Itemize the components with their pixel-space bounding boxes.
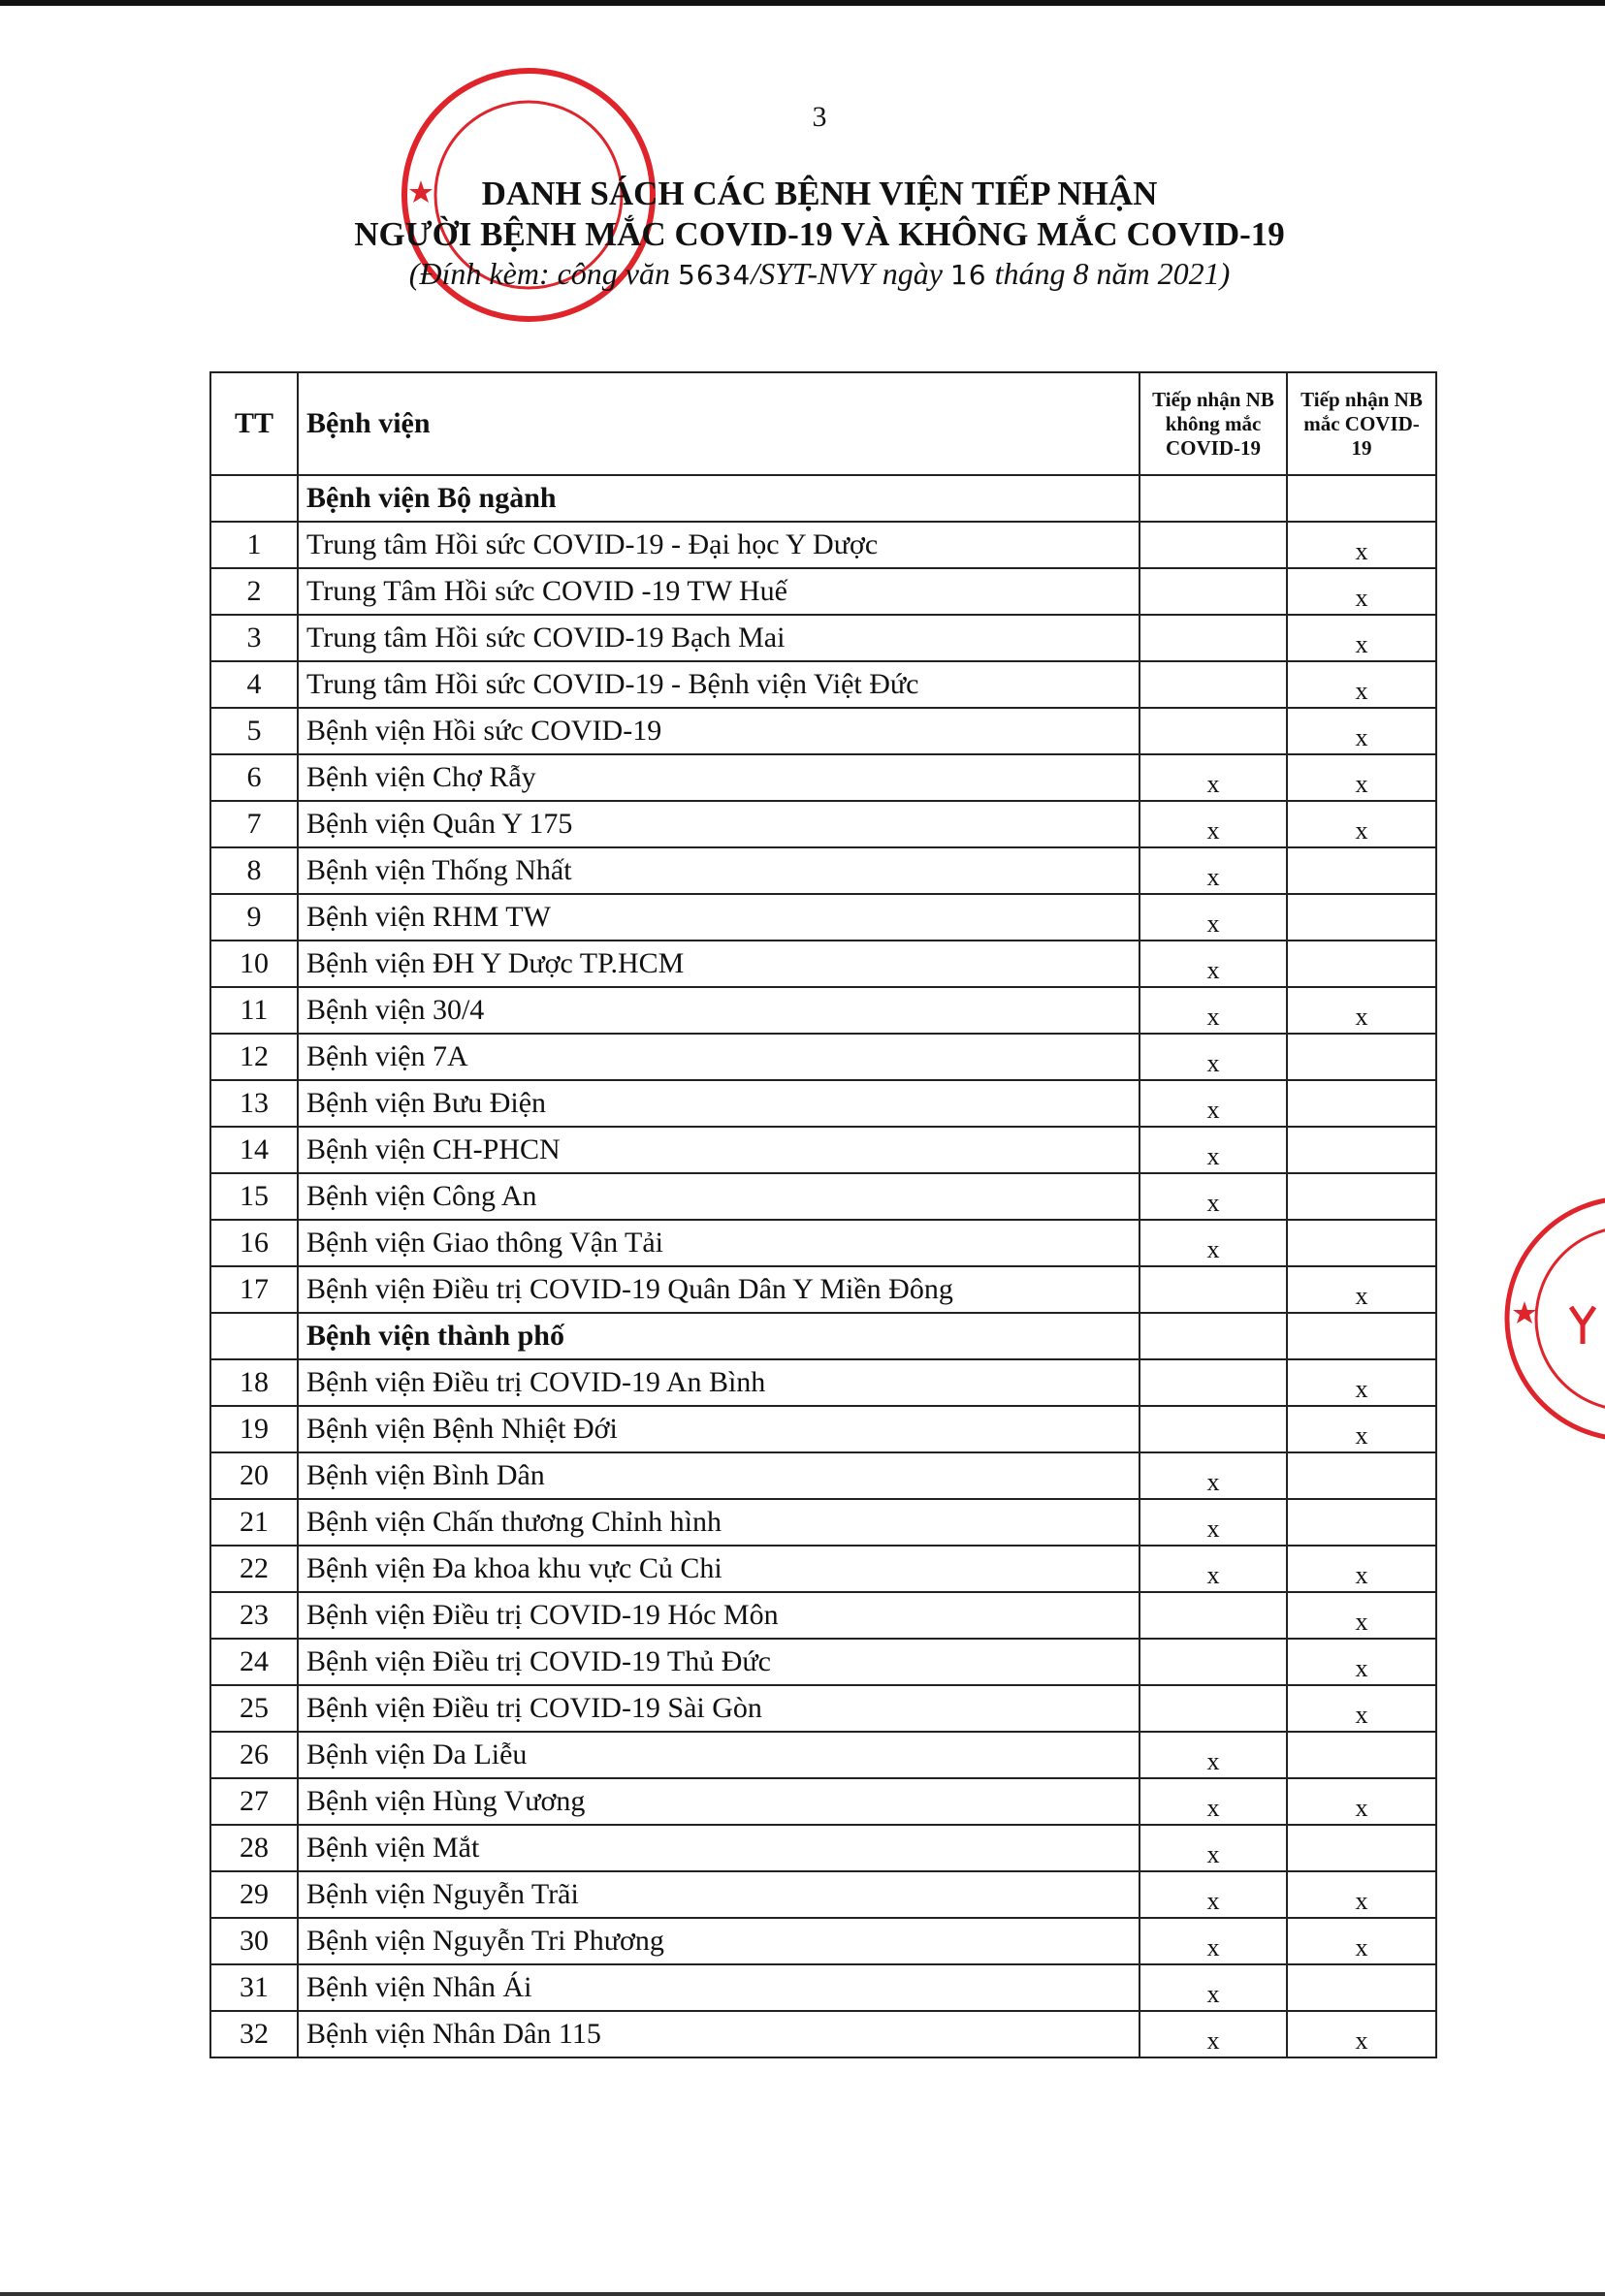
covid-cell [1287,754,1436,801]
non-covid-cell [1140,801,1287,847]
covid-cell [1287,1732,1436,1778]
hospital-name: Bệnh viện Giao thông Vận Tải [298,1220,1140,1266]
non-covid-cell [1140,1964,1287,2011]
group-non-covid-cell [1140,1313,1287,1359]
subtitle-suffix: tháng 8 năm 2021) [986,256,1231,291]
check-mark: x [1355,1701,1368,1729]
hospital-name: Bệnh viện 7A [298,1034,1140,1080]
covid-cell [1287,661,1436,708]
group-name: Bệnh viện thành phố [298,1313,1140,1359]
table-row [210,1034,1436,1080]
hospital-name: Bệnh viện RHM TW [298,894,1140,941]
row-number: 15 [210,1173,298,1220]
non-covid-cell [1140,1685,1287,1732]
table-row [210,1592,1436,1639]
hospital-name: Bệnh viện Nhân Ái [298,1964,1140,2011]
header-covid: Tiếp nhận NB mắc COVID-19 [1287,372,1436,475]
hospital-name: Bệnh viện Nhân Dân 115 [298,2011,1140,2057]
check-mark: x [1206,1980,1220,2008]
non-covid-cell [1140,708,1287,754]
row-number: 17 [210,1266,298,1313]
covid-cell [1287,1685,1436,1732]
scan-bottom-border [0,2292,1605,2296]
hospital-name: Bệnh viện Đa khoa khu vực Củ Chi [298,1546,1140,1592]
row-number: 21 [210,1499,298,1546]
hospital-name: Bệnh viện Hùng Vương [298,1778,1140,1825]
check-mark: x [1206,816,1220,845]
row-number: 29 [210,1871,298,1918]
hospital-name: Bệnh viện Điều trị COVID-19 Sài Gòn [298,1685,1140,1732]
table-row [210,1452,1436,1499]
non-covid-cell [1140,1732,1287,1778]
group-name: Bệnh viện Bộ ngành [298,475,1140,522]
check-mark: x [1206,1933,1220,1961]
non-covid-cell [1140,1359,1287,1406]
check-mark: x [1206,1049,1220,1077]
table-row [210,847,1436,894]
hospital-name: Bệnh viện Quân Y 175 [298,801,1140,847]
hospital-name: Bệnh viện Điều trị COVID-19 Hóc Môn [298,1592,1140,1639]
non-covid-cell [1140,1034,1287,1080]
check-mark: x [1206,1515,1220,1543]
check-mark: x [1355,537,1368,565]
non-covid-cell [1140,661,1287,708]
group-covid-cell [1287,475,1436,522]
row-number: 5 [210,708,298,754]
covid-cell [1287,1964,1436,2011]
seal-star-icon [1513,1301,1536,1323]
group-non-covid-cell [1140,475,1287,522]
row-number: 10 [210,941,298,987]
row-number: 9 [210,894,298,941]
covid-cell [1287,987,1436,1034]
table-row [210,1080,1436,1127]
table-row [210,1266,1436,1313]
row-number: 8 [210,847,298,894]
signature-seal-stamp [1501,1193,1605,1445]
covid-cell [1287,1220,1436,1266]
covid-cell [1287,1546,1436,1592]
non-covid-cell [1140,1592,1287,1639]
non-covid-cell [1140,1639,1287,1685]
check-mark: x [1355,1794,1368,1822]
row-number: 14 [210,1127,298,1173]
covid-cell [1287,1080,1436,1127]
non-covid-cell [1140,894,1287,941]
check-mark: x [1206,1142,1220,1170]
hospital-name: Bệnh viện Điều trị COVID-19 An Bình [298,1359,1140,1406]
table-row [210,1127,1436,1173]
group-header-row [210,475,1436,522]
check-mark: x [1206,863,1220,891]
hospital-name: Bệnh viện Nguyễn Tri Phương [298,1918,1140,1964]
header-non-covid: Tiếp nhận NB không mắc COVID-19 [1140,372,1287,475]
row-number: 27 [210,1778,298,1825]
hospital-name: Bệnh viện Bưu Điện [298,1080,1140,1127]
hospital-name: Trung tâm Hồi sức COVID-19 - Đại học Y Dược [298,522,1140,568]
hospital-table [209,371,1437,2058]
hospital-name: Bệnh viện ĐH Y Dược TP.HCM [298,941,1140,987]
row-number: 4 [210,661,298,708]
non-covid-cell [1140,1173,1287,1220]
check-mark: x [1355,584,1368,612]
check-mark: x [1355,1421,1368,1450]
row-number: 2 [210,568,298,615]
table-row [210,801,1436,847]
row-number: 11 [210,987,298,1034]
covid-cell [1287,615,1436,661]
non-covid-cell [1140,847,1287,894]
table-row [210,568,1436,615]
page-number: 3 [812,101,827,133]
non-covid-cell [1140,1778,1287,1825]
document-title-line-1: DANH SÁCH CÁC BỆNH VIỆN TIẾP NHẬN [481,175,1158,212]
non-covid-cell [1140,1127,1287,1173]
covid-cell [1287,1034,1436,1080]
covid-cell [1287,941,1436,987]
check-mark: x [1206,770,1220,798]
non-covid-cell [1140,941,1287,987]
covid-cell [1287,1639,1436,1685]
table-row [210,708,1436,754]
check-mark: x [1206,1794,1220,1822]
table-header-row [210,372,1436,475]
check-mark: x [1355,1608,1368,1636]
hospital-name: Trung tâm Hồi sức COVID-19 - Bệnh viện Việt Đức [298,661,1140,708]
check-mark: x [1206,1096,1220,1124]
row-number: 25 [210,1685,298,1732]
covid-cell [1287,1173,1436,1220]
check-mark: x [1355,1003,1368,1031]
table-row [210,615,1436,661]
hospital-name: Bệnh viện Bệnh Nhiệt Đới [298,1406,1140,1452]
covid-cell [1287,1127,1436,1173]
covid-cell [1287,1592,1436,1639]
subtitle-mid: /SYT-NVY ngày [751,256,950,291]
check-mark: x [1355,1933,1368,1961]
row-number: 30 [210,1918,298,1964]
hospital-name: Trung Tâm Hồi sức COVID -19 TW Huế [298,568,1140,615]
table-row [210,1639,1436,1685]
check-mark: x [1355,770,1368,798]
non-covid-cell [1140,522,1287,568]
row-number: 7 [210,801,298,847]
covid-cell [1287,847,1436,894]
non-covid-cell [1140,1266,1287,1313]
hospital-name: Bệnh viện Điều trị COVID-19 Thủ Đức [298,1639,1140,1685]
document-subtitle [0,256,1605,292]
table-row [210,1406,1436,1452]
covid-cell [1287,1871,1436,1918]
hospital-name: Bệnh viện Chợ Rẫy [298,754,1140,801]
table-row [210,661,1436,708]
scan-top-border [0,0,1605,6]
table-row [210,1964,1436,2011]
row-number: 16 [210,1220,298,1266]
row-number: 28 [210,1825,298,1871]
row-number: 26 [210,1732,298,1778]
check-mark: x [1355,1282,1368,1310]
table-row [210,1173,1436,1220]
row-number: 31 [210,1964,298,2011]
check-mark: x [1206,1003,1220,1031]
check-mark: x [1206,1235,1220,1263]
hospital-name: Bệnh viện Mắt [298,1825,1140,1871]
check-mark: x [1355,723,1368,751]
hospital-name: Bệnh viện Da Liễu [298,1732,1140,1778]
covid-cell [1287,894,1436,941]
covid-cell [1287,708,1436,754]
check-mark: x [1355,816,1368,845]
covid-cell [1287,1452,1436,1499]
handwritten-day: 16 [949,259,987,291]
table-row [210,1359,1436,1406]
table-row [210,1825,1436,1871]
table-row [210,1220,1436,1266]
non-covid-cell [1140,1918,1287,1964]
check-mark: x [1206,1189,1220,1217]
check-mark: x [1206,956,1220,984]
covid-cell [1287,1825,1436,1871]
hospital-name: Bệnh viện Hồi sức COVID-19 [298,708,1140,754]
hospital-name: Bệnh viện 30/4 [298,987,1140,1034]
hospital-name: Bệnh viện Thống Nhất [298,847,1140,894]
check-mark: x [1206,1561,1220,1589]
covid-cell [1287,1359,1436,1406]
non-covid-cell [1140,754,1287,801]
table-row [210,1732,1436,1778]
non-covid-cell [1140,1080,1287,1127]
covid-cell [1287,1406,1436,1452]
group-header-row [210,1313,1436,1359]
check-mark: x [1206,2026,1220,2055]
non-covid-cell [1140,1499,1287,1546]
row-number: 20 [210,1452,298,1499]
non-covid-cell [1140,1406,1287,1452]
row-number: 3 [210,615,298,661]
row-number: 13 [210,1080,298,1127]
table-row [210,1918,1436,1964]
check-mark: x [1355,1561,1368,1589]
table-row [210,1499,1436,1546]
check-mark: x [1206,909,1220,938]
table-row [210,1778,1436,1825]
table-row [210,754,1436,801]
hospital-name: Bệnh viện Bình Dân [298,1452,1140,1499]
covid-cell [1287,801,1436,847]
hospital-name: Bệnh viện Chấn thương Chỉnh hình [298,1499,1140,1546]
row-number: 12 [210,1034,298,1080]
handwritten-doc-number: 5634 [678,259,752,291]
row-number: 23 [210,1592,298,1639]
check-mark: x [1206,1887,1220,1915]
non-covid-cell [1140,2011,1287,2057]
row-number: 32 [210,2011,298,2057]
table-row [210,522,1436,568]
table-row [210,941,1436,987]
table-row [210,2011,1436,2057]
row-number: 22 [210,1546,298,1592]
check-mark: x [1355,1375,1368,1403]
hospital-name: Bệnh viện Điều trị COVID-19 Quân Dân Y Miền Đông [298,1266,1140,1313]
hospital-name: Bệnh viện Công An [298,1173,1140,1220]
covid-cell [1287,1266,1436,1313]
header-hospital: Bệnh viện [298,372,1140,475]
group-tt-cell [210,475,298,522]
row-number: 19 [210,1406,298,1452]
non-covid-cell [1140,568,1287,615]
subtitle-prefix: (Đính kèm: công văn [408,256,678,291]
covid-cell [1287,2011,1436,2057]
hospital-name: Bệnh viện CH-PHCN [298,1127,1140,1173]
row-number: 1 [210,522,298,568]
document-title-line-2: NGƯỜI BỆNH MẮC COVID-19 VÀ KHÔNG MẮC COVID-19 [354,215,1285,253]
covid-cell [1287,568,1436,615]
check-mark: x [1355,677,1368,705]
covid-cell [1287,522,1436,568]
table-row [210,1871,1436,1918]
non-covid-cell [1140,1871,1287,1918]
group-tt-cell [210,1313,298,1359]
group-covid-cell [1287,1313,1436,1359]
hospital-name: Trung tâm Hồi sức COVID-19 Bạch Mai [298,615,1140,661]
row-number: 6 [210,754,298,801]
row-number: 24 [210,1639,298,1685]
non-covid-cell [1140,1220,1287,1266]
check-mark: x [1355,2026,1368,2055]
check-mark: x [1206,1840,1220,1868]
non-covid-cell [1140,1452,1287,1499]
header-tt: TT [210,372,298,475]
table-row [210,1685,1436,1732]
table-row [210,987,1436,1034]
check-mark: x [1355,1887,1368,1915]
covid-cell [1287,1499,1436,1546]
check-mark: x [1206,1468,1220,1496]
non-covid-cell [1140,1825,1287,1871]
table-row [210,1546,1436,1592]
check-mark: x [1355,630,1368,658]
non-covid-cell [1140,615,1287,661]
seal-mark-icon [1571,1307,1594,1344]
covid-cell [1287,1778,1436,1825]
check-mark: x [1355,1654,1368,1682]
non-covid-cell [1140,1546,1287,1592]
hospital-name: Bệnh viện Nguyễn Trãi [298,1871,1140,1918]
non-covid-cell [1140,987,1287,1034]
check-mark: x [1206,1747,1220,1775]
covid-cell [1287,1918,1436,1964]
row-number: 18 [210,1359,298,1406]
table-row [210,894,1436,941]
